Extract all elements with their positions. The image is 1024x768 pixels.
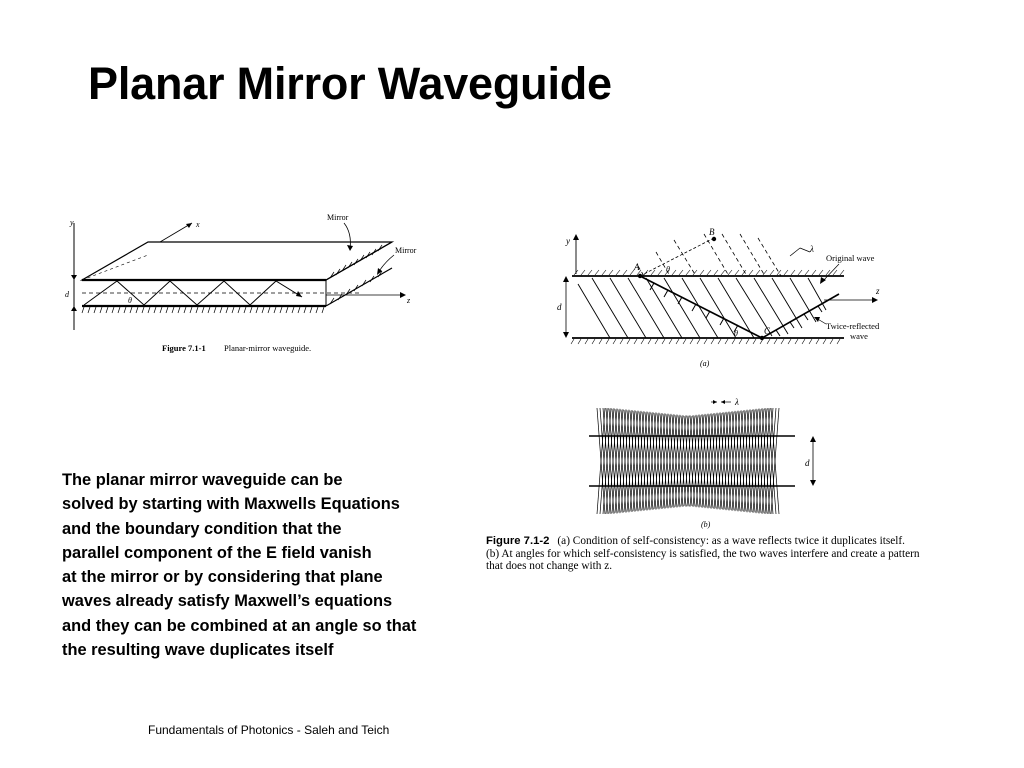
body-line: and they can be combined at an angle so that [62, 616, 417, 635]
fig2a-d-label: d [557, 302, 562, 312]
body-line: the resulting wave duplicates itself [62, 641, 334, 660]
body-line: and the boundary condition that the [62, 519, 342, 538]
fig2a-twice-reflected-label-2: wave [850, 331, 868, 341]
body-line: waves already satisfy Maxwell’s equations [62, 592, 393, 611]
figure2-caption-line3: that does not change with z. [486, 560, 613, 572]
fig2a-y-label: y [566, 236, 570, 246]
fig2a-c-label: C [764, 326, 771, 336]
figure2-caption [486, 535, 966, 573]
fig2b-panel-label: (b) [701, 520, 711, 529]
fig2a-a-label: A [634, 262, 640, 272]
fig1-mirror-top-label: Mirror [327, 213, 349, 222]
fig1-caption-label: Figure 7.1-1 [162, 343, 206, 353]
fig1-y-label: y [70, 218, 74, 227]
figure-interference-pattern-b [585, 392, 835, 534]
interference-pattern-diagram [585, 392, 835, 534]
fig2b-d-label: d [805, 458, 810, 468]
figure2-caption-label: Figure 7.1-2 [486, 535, 550, 547]
fig2a-twice-reflected-label: Twice-reflected [826, 321, 880, 331]
figure2-caption-line2: (b) At angles for which self-consistency is satisfied, the two waves interfere and create a pattern [486, 547, 920, 560]
footer-credit: Fundamentals of Photonics - Saleh and Teich [148, 723, 390, 737]
figure-planar-mirror-waveguide [62, 205, 422, 360]
fig1-mirror-bottom-label: Mirror [395, 246, 417, 255]
fig2a-theta-top-label: θ [666, 265, 670, 274]
waveguide-3d-diagram [62, 205, 422, 360]
body-line: parallel component of the E field vanish [62, 543, 372, 562]
fig1-z-label: z [407, 296, 411, 305]
fig2a-theta-bottom-label: θ [734, 329, 738, 338]
self-consistency-diagram [554, 224, 966, 374]
body-line: at the mirror or by considering that plane [62, 568, 383, 587]
body-text [62, 468, 502, 662]
fig1-caption-text: Planar-mirror waveguide. [224, 343, 312, 353]
fig2a-lambda-label: λ [810, 244, 814, 254]
figure2-caption-text1: (a) Condition of self-consistency: as a wave reflects twice it duplicates itself. [557, 535, 905, 547]
fig1-d-label: d [65, 290, 69, 299]
fig1-x-label: x [196, 220, 200, 229]
fig1-theta-label: θ [128, 296, 132, 305]
fig2b-lambda-label: λ [735, 397, 739, 407]
slide-title: Planar Mirror Waveguide [88, 58, 612, 109]
figure2-caption-line1 [486, 535, 966, 548]
figure-self-consistency-a [554, 224, 966, 374]
fig2a-b-label: B [709, 227, 715, 237]
fig2a-panel-label: (a) [700, 359, 710, 368]
fig2a-original-wave-label: Original wave [826, 253, 875, 263]
body-line: solved by starting with Maxwells Equations [62, 495, 400, 514]
body-line: The planar mirror waveguide can be [62, 471, 343, 489]
fig2a-z-label: z [876, 286, 880, 296]
